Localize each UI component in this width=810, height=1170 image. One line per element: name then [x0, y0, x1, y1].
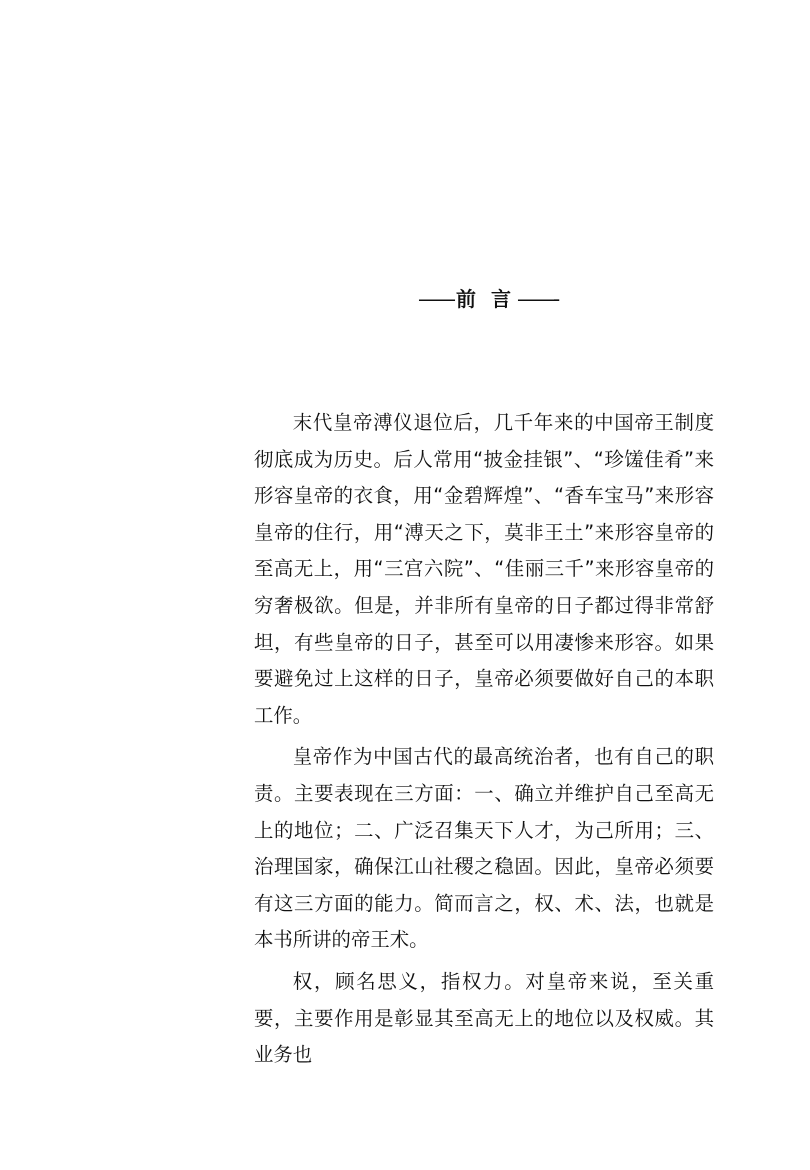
paragraph-3: 权，顾名思义，指权力。对皇帝来说，至关重要，主要作用是彰显其至高无上的地位以及权威。其业务也: [254, 969, 714, 1067]
preface-body: [254, 405, 714, 1079]
heading-dash-right: ——-: [516, 287, 559, 311]
heading-dash-left: ——: [418, 287, 454, 311]
paragraph-2: 皇帝作为中国古代的最高统治者，也有自己的职责。主要表现在三方面：一、确立并维护自己至高无上的地位；二、广泛召集天下人才，为己所用；三、治理国家，确保江山社稷之稳固。因此，皇帝必须要有这三方面的能力。简而言之，权、术、法，也就是本书所讲的帝王术。: [254, 745, 714, 952]
preface-heading: [418, 284, 578, 314]
page-title: 前 言: [456, 287, 515, 311]
paragraph-1: 末代皇帝溥仪退位后，几千年来的中国帝王制度彻底成为历史。后人常用“披金挂银”、“珍馐佳肴”来形容皇帝的衣食，用“金碧辉煌”、“香车宝马”来形容皇帝的住行，用“溥天之下，莫非王土”来形容皇帝的至高无上，用“三宫六院”、“佳丽三千”来形容皇帝的穷奢极欲。但是，并非所有皇帝的日子都过得非常舒坦，有些皇帝的日子，甚至可以用凄惨来形容。如果要避免过上这样的日子，皇帝必须要做好自己的本职工作。: [254, 411, 714, 727]
